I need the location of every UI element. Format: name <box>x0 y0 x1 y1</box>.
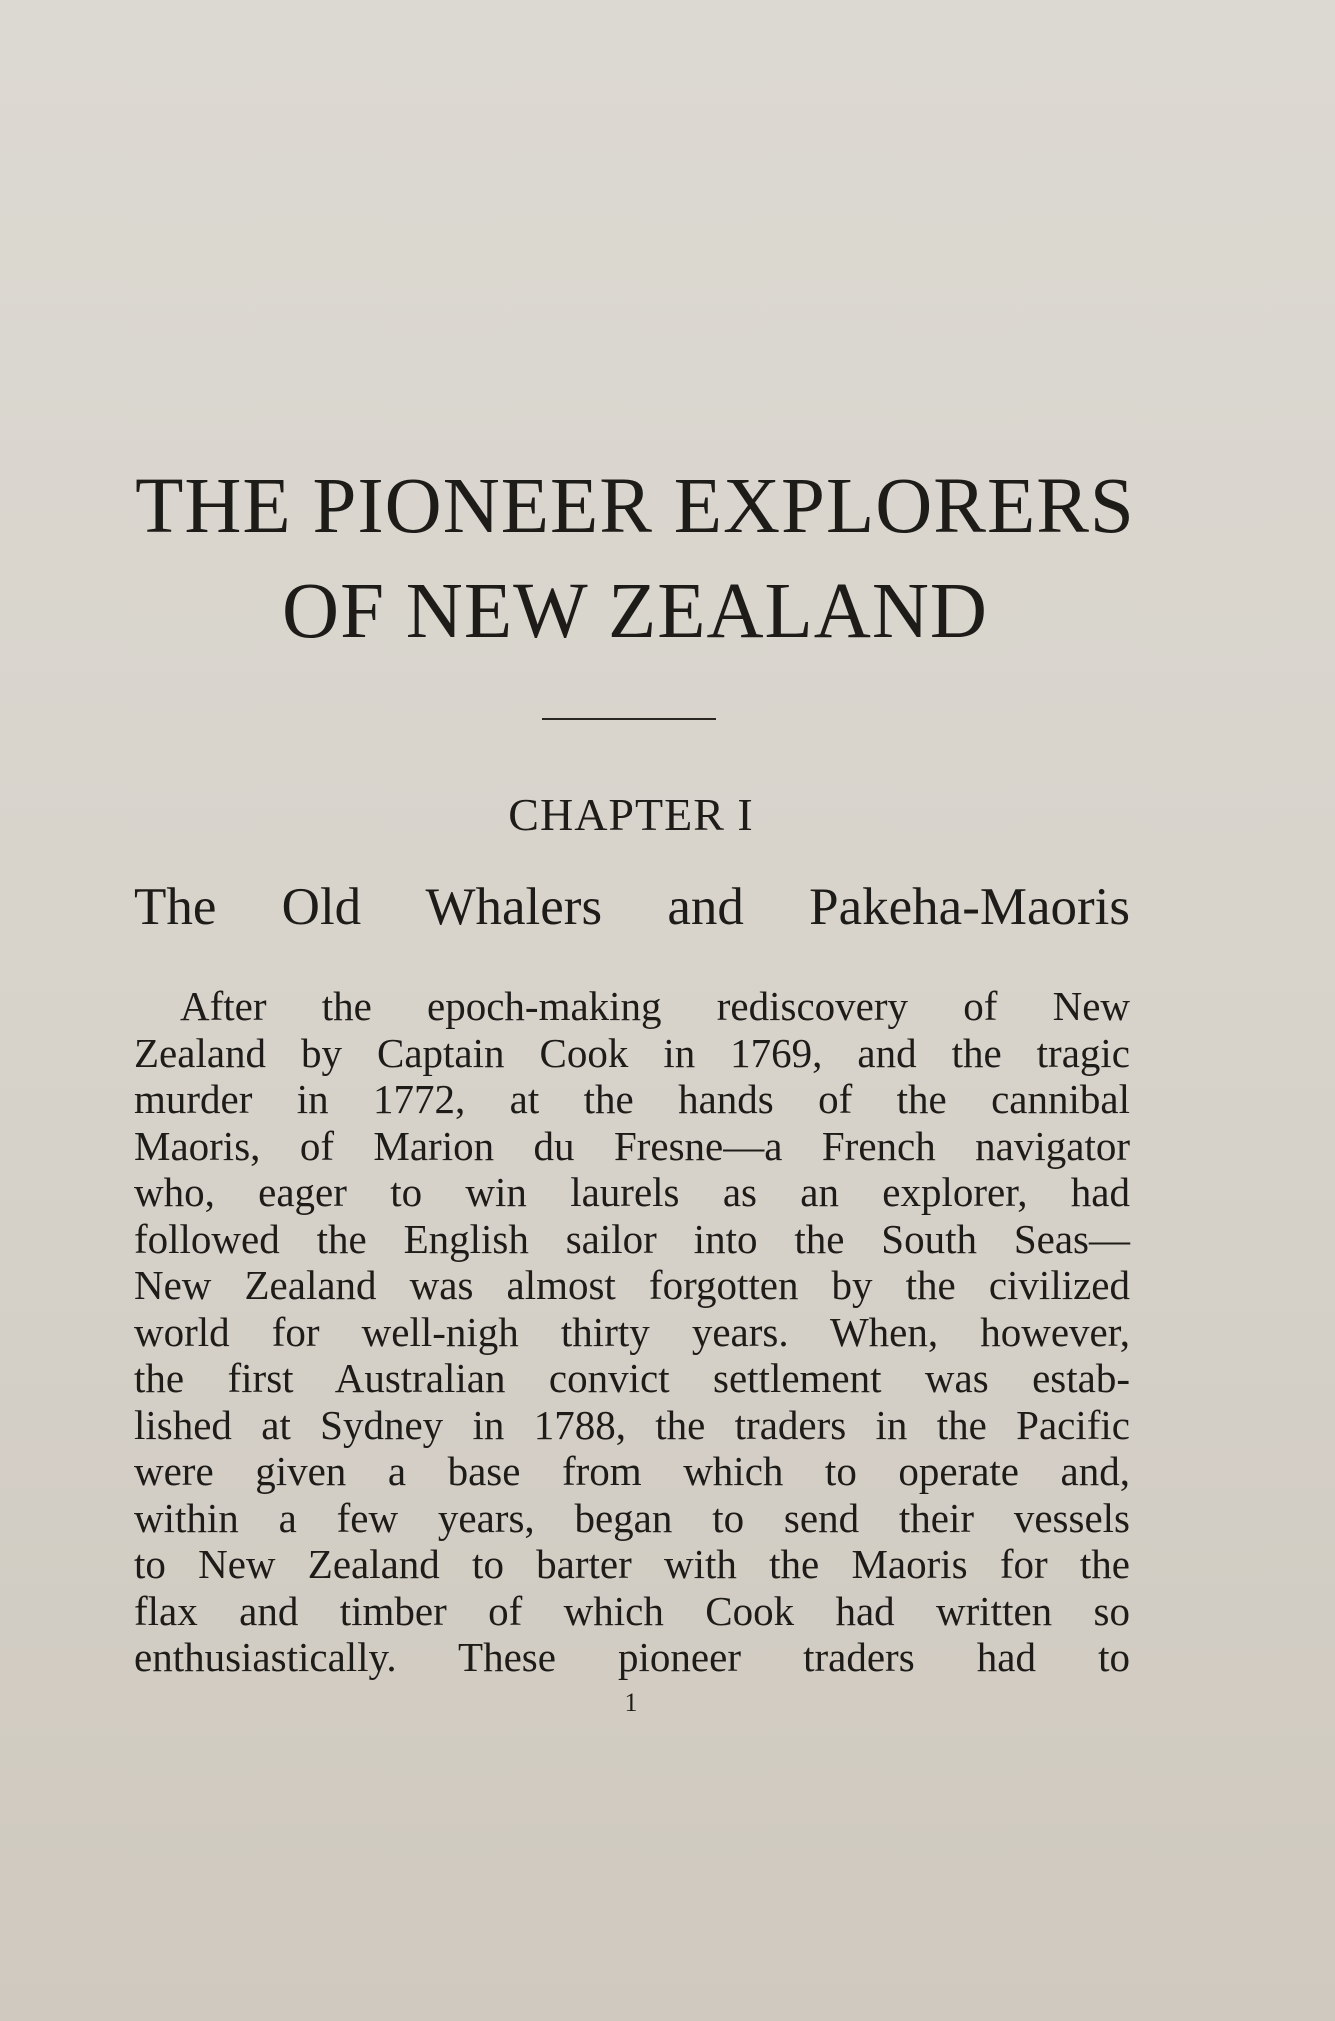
chapter-title: The Old Whalers and Pakeha-Maoris <box>134 878 1130 936</box>
body-line: world for well-nigh thirty years. When, however, <box>134 1308 1130 1355</box>
body-line: followed the English sailor into the South Seas— <box>134 1215 1130 1262</box>
body-line: the first Australian convict settlement was estab- <box>134 1355 1130 1401</box>
book-title-line-1: THE PIONEER EXPLORERS <box>135 463 1135 550</box>
body-line: After the epoch-making rediscovery of New <box>180 983 1130 1029</box>
body-line: New Zealand was almost forgotten by the civilized <box>134 1262 1130 1308</box>
body-line: were given a base from which to operate and, <box>134 1448 1130 1494</box>
book-title-line-2: OF NEW ZEALAND <box>282 568 988 655</box>
body-line: lished at Sydney in 1788, the traders in the Pacific <box>134 1401 1130 1448</box>
body-line: murder in 1772, at the hands of the cannibal <box>134 1076 1130 1122</box>
body-line: Zealand by Captain Cook in 1769, and the tragic <box>134 1029 1130 1076</box>
body-line: within a few years, began to send their vessels <box>134 1494 1130 1541</box>
title-divider <box>542 718 716 720</box>
body-line: Maoris, of Marion du Fresne—a French navigator <box>134 1122 1130 1169</box>
body-line: who, eager to win laurels as an explorer, had <box>134 1169 1130 1215</box>
body-paragraph <box>134 983 1130 1681</box>
body-line: flax and timber of which Cook had written so <box>134 1587 1130 1634</box>
page-number: 1 <box>624 1688 638 1717</box>
chapter-label: CHAPTER I <box>508 789 754 840</box>
body-line: enthusiastically. These pioneer traders had to <box>134 1634 1130 1680</box>
body-line: to New Zealand to barter with the Maoris for the <box>134 1541 1130 1587</box>
